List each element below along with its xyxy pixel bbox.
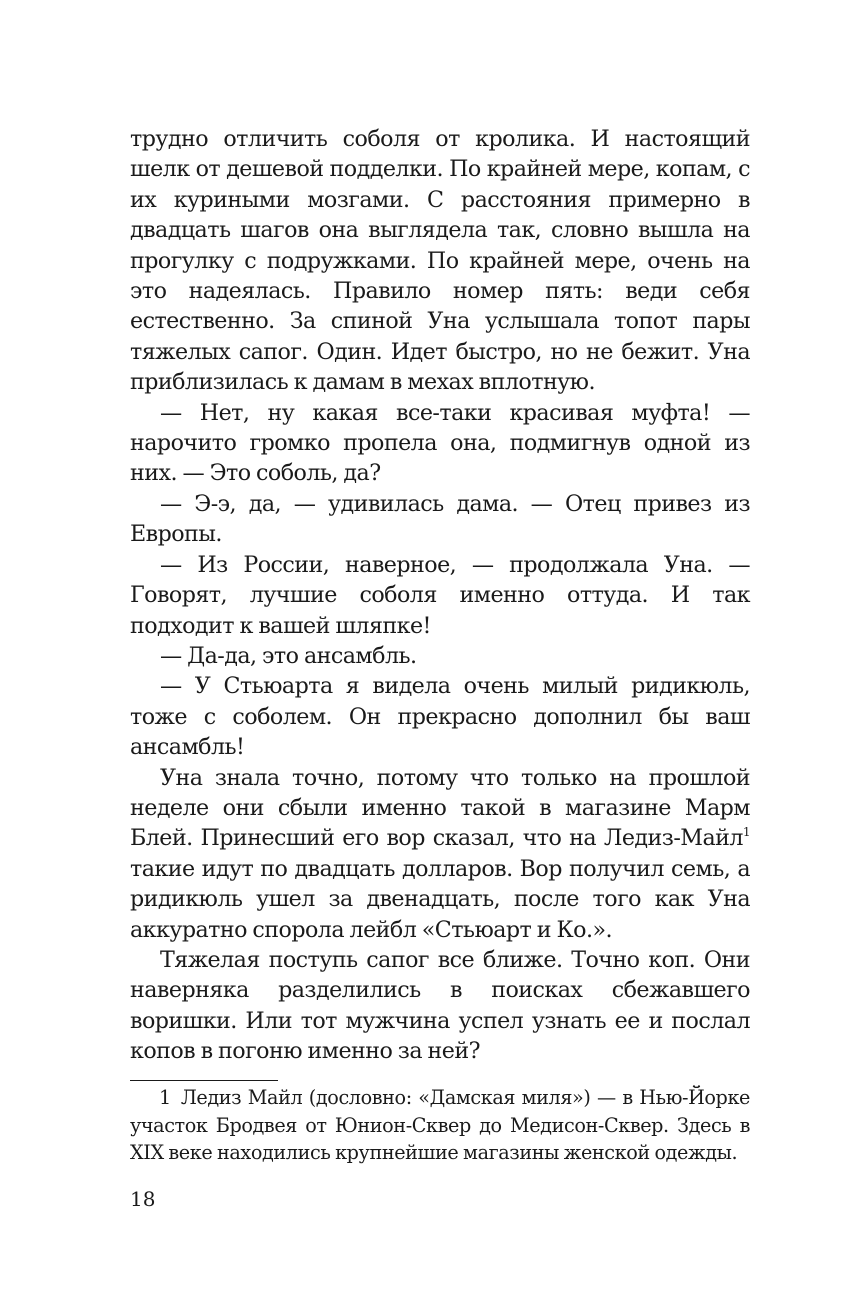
dialogue-line-europe: — Э-э, да, — удивилась дама. — Отец привез из Европы. xyxy=(130,490,750,548)
page-number: 18 xyxy=(130,1187,156,1211)
paragraph-boots: Тяжелая поступь сапог все ближе. Точно коп. Они наверняка разделились в поисках сбежавшего воришки. Или тот мужчина успел узнать ее и послал копов в погоню именно за ней? xyxy=(130,946,750,1065)
footnote xyxy=(130,1084,750,1167)
paragraph-continued: трудно отличить соболя от кролика. И настоящий шелк от дешевой подделки. По крайней мере, копам, с их куриными мозгами. С расстояния примерно в двадцать шагов она выглядела так, словно вышла на прогулку с подружками. По крайней мере, очень на это надеялась. Правило номер пять: веди себя естественно. За спиной Уна услышала топот пары тяжелых сапог. Один. Идет быстро, но не бежит. Уна приблизилась к дамам в мехах вплотную. xyxy=(130,126,750,396)
body-text xyxy=(130,124,750,1067)
footnote-divider xyxy=(130,1080,278,1081)
footnote-number: 1 xyxy=(159,1086,171,1109)
dialogue-line-stewart: — У Стьюарта я видела очень милый ридикюль, тоже с соболем. Он прекрасно дополнил бы ваш ансамбль! xyxy=(130,673,750,761)
paragraph-text-after-ref: такие идут по двадцать долларов. Вор получил семь, а ридикюль ушел за двенадцать, после того как Уна аккуратно спорола лейбл «Стьюарт и Ко.». xyxy=(130,855,750,943)
paragraph-text-before-ref: Уна знала точно, потому что только на прошлой неделе они сбыли именно такой в магазине Марм Блей. Принесший его вор сказал, что на Ледиз-Майл xyxy=(130,764,750,852)
dialogue-line-ensemble: — Да-да, это ансамбль. xyxy=(160,642,417,669)
footnote-text: Ледиз Майл (дословно: «Дамская миля») — в Нью-Йорке участок Бродвея от Юнион-Сквер до Медисон-Сквер. Здесь в XIX веке находились крупнейшие магазины женской одежды. xyxy=(130,1086,750,1165)
footnote-reference: 1 xyxy=(742,825,750,840)
dialogue-line-russia: — Из России, наверное, — продолжала Уна. — Говорят, лучшие соболя именно оттуда. И так подходит к вашей шляпке! xyxy=(130,551,750,639)
dialogue-line-muff: — Нет, ну какая все-таки красивая муфта! — нарочито громко пропела она, подмигнув одной из них. — Это соболь, да? xyxy=(130,399,750,487)
paragraph-marm-blei xyxy=(130,763,750,945)
